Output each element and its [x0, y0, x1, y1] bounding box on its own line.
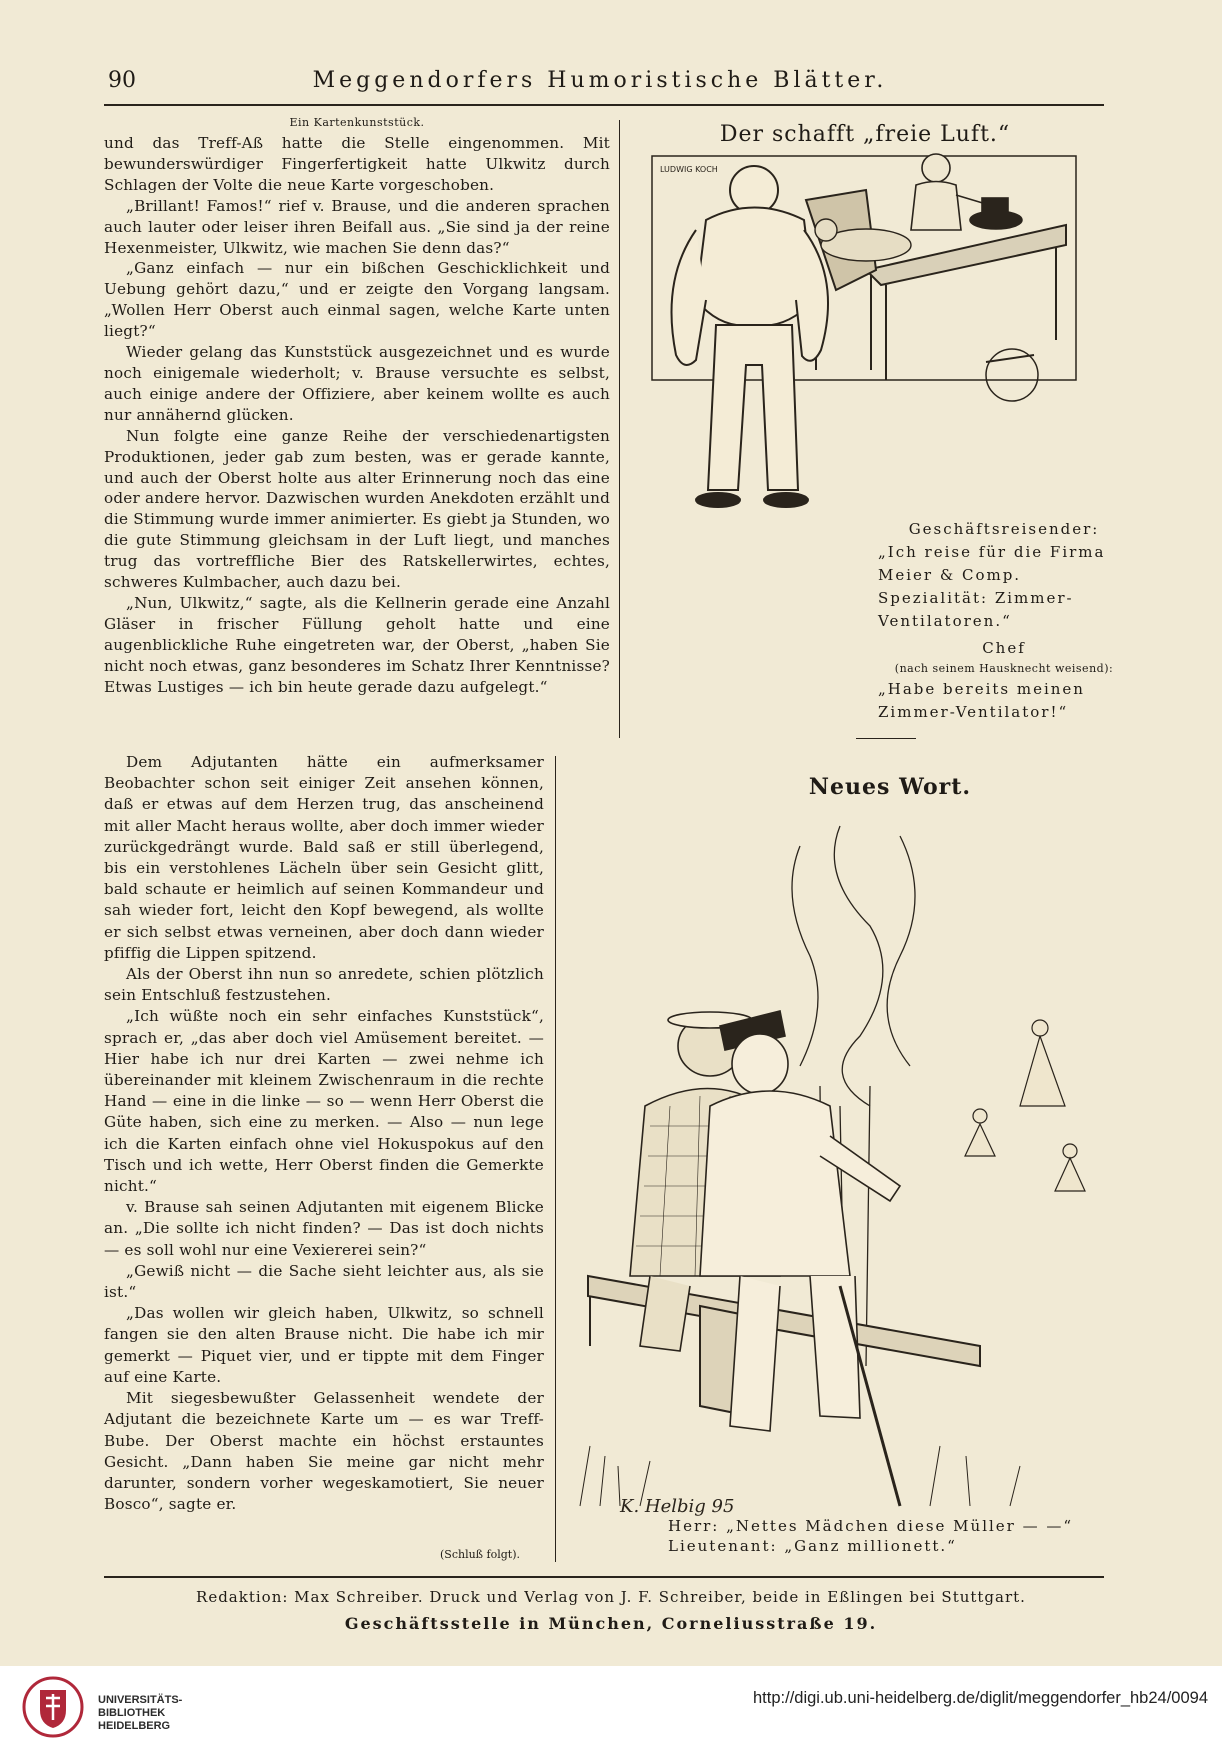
cartoon2-line1: Herr: „Nettes Mädchen diese Müller — —“ — [668, 1517, 1074, 1535]
cartoon1-caption — [878, 518, 1130, 724]
library-footer — [0, 1666, 1222, 1749]
page-number: 90 — [108, 68, 136, 93]
section-separator — [856, 738, 916, 739]
story-paragraph: Mit siegesbewußter Gelassenheit wendete der Adjutant die bezeichnete Karte um — es war Treff-Bube. Der Oberst machte ein höchst erstauntes Gesicht. „Dann haben Sie meine gar nicht mehr darunter, sondern vorher wegeskamotiert, Sie neuer Bosco“, sagte er. — [104, 1389, 544, 1514]
story-heading: Ein Kartenkunststück. — [289, 116, 425, 129]
header-rule — [104, 104, 1104, 106]
story-paragraph: „Ganz einfach — nur ein bißchen Geschicklichkeit und Uebung gehört dazu,“ und er zeigte den Vorgang langsam. „Wollen Herr Oberst auch einmal sagen, welche Karte unten liegt?“ — [104, 259, 610, 341]
story-paragraph: „Nun, Ulkwitz,“ sagte, als die Kellnerin gerade eine Anzahl Gläser in frischer Füllung geholt hatte und eine augenblickliche Ruhe eingetreten war, der Oberst, „haben Sie nicht noch etwas, ganz besonderes im Schatz Ihrer Kenntnisse? Etwas Lustiges — ich bin heute gerade dazu aufgelegt.“ — [104, 593, 610, 696]
cartoon1-line1: „Ich reise für die Firma Meier & Comp. Spezialität: Zimmer-Ventilatoren.“ — [878, 543, 1106, 630]
library-name — [98, 1694, 182, 1733]
story-column — [104, 116, 610, 697]
story-column-narrow — [104, 752, 544, 1515]
cartoon1-speaker1: Geschäftsreisender: — [908, 520, 1100, 538]
cartoon2-caption — [668, 1516, 1108, 1556]
heidelberg-library-logo — [22, 1676, 84, 1738]
story-paragraph: „Das wollen wir gleich haben, Ulkwitz, so schnell fangen sie den alten Brause nicht. Die habe ich mir gemerkt — Piquet vier, und er tippte mit dem Finger auf eine Karte. — [104, 1304, 544, 1386]
story-paragraph: Wieder gelang das Kunststück ausgezeichnet und es wurde noch einigemale wiederholt; v. Brause versuchte es selbst, auch einige andere der Offiziere, aber keinem wollte es auch nur annähernd glücken. — [104, 343, 610, 424]
cartoon1-illustration — [636, 150, 1096, 520]
story-paragraph: Dem Adjutanten hätte ein aufmerksamer Beobachter schon seit einiger Zeit ansehen können, daß er etwas auf dem Herzen trug, das anscheinend mit aller Macht heraus wollte, aber doch immer wieder zurückgedrängt wurde. Bald saß er still überlegend, bis ein verstohlenes Lächeln über sein Gesicht glitt, bald schaute er heimlich auf seinen Kommandeur und sah wieder fort, leicht den Kopf bewegend, als wollte er sich selbst etwas verneinen, aber doch dann wieder pfiffig die Lippen spitzend. — [104, 753, 544, 962]
running-title: Meggendorfers Humoristische Blätter. — [312, 68, 888, 93]
story-paragraph: „Gewiß nicht — die Sache sieht leichter aus, als sie ist.“ — [104, 1261, 544, 1302]
column-divider-lower — [555, 756, 556, 1562]
cartoon1-note: (nach seinem Hausknecht weisend): — [894, 662, 1114, 675]
continued-note: (Schluß folgt). — [440, 1548, 520, 1561]
cartoon1-signature: LUDWIG KOCH — [660, 165, 718, 174]
cartoon2-title: Neues Wort. — [808, 774, 972, 800]
story-paragraph: und das Treff-Aß hatte die Stelle eingenommen. Mit bewunderswürdiger Fingerfertigkeit hatte Ulkwitz durch Schlagen der Volte die neue Karte vorgeschoben. — [104, 134, 610, 194]
cartoon1-line2: „Habe bereits meinen Zimmer-Ventilator!“ — [878, 680, 1085, 721]
library-name-line2: BIBLIOTHEK — [98, 1707, 166, 1719]
column-divider — [619, 120, 620, 738]
story-paragraph: Als der Oberst ihn nun so anredete, schien plötzlich sein Entschluß festzustehen. — [104, 965, 544, 1005]
cartoon2-line2: Lieutenant: „Ganz millionett.“ — [668, 1537, 957, 1555]
cartoon2-signature: K. Helbig 95 — [620, 1496, 735, 1517]
story-paragraph: Nun folgte eine ganze Reihe der verschiedenartigsten Produktionen, jeder gab zum besten, was er gerade kannte, und auch der Oberst holte aus alter Erinnerung noch das eine oder andere hervor. Dazwischen wurden Anekdoten erzählt und die Stimmung wurde immer animierter. Es giebt ja Stunden, wo die gute Stimmung gleichsam in der Luft liegt, und manches trug das vortreffliche Bier des Ratskellerwirtes, echtes, schweres Kulmbacher, auch dazu bei. — [104, 426, 610, 592]
imprint-line2: Geschäftsstelle in München, Corneliusstraße 19. — [344, 1614, 878, 1633]
imprint-line1: Redaktion: Max Schreiber. Druck und Verlag von J. F. Schreiber, beide in Eßlingen bei Stuttgart. — [196, 1588, 1026, 1606]
page-header — [100, 66, 1100, 102]
library-name-line1: UNIVERSITÄTS- — [98, 1694, 183, 1706]
story-paragraph: „Ich wüßte noch ein sehr einfaches Kunststück“, sprach er, „das aber doch viel Amüsement bereitet. — Hier habe ich nur drei Karten — zwei nehme ich übereinander mit kleinem Zwischenraum in die rechte Hand — eine in die linke — so — wenn Herr Oberst die Güte haben, sich eine zu merken. — Also — nun lege ich die Karten einfach ohne viel Hokuspokus auf den Tisch und ich wette, Herr Oberst finden die Gemerkte nicht.“ — [104, 1007, 544, 1196]
imprint-rule — [104, 1576, 1104, 1578]
library-name-line3: HEIDELBERG — [98, 1720, 171, 1732]
source-url-link[interactable]: http://digi.ub.uni-heidelberg.de/diglit/meggendorfer_hb24/0094 — [753, 1689, 1208, 1707]
cartoon1-title: Der schafft „freie Luft.“ — [719, 122, 1011, 147]
story-paragraph: „Brillant! Famos!“ rief v. Brause, und die anderen sprachen auch lauter oder leiser ihren Beifall aus. „Sie sind ja der reine Hexenmeister, Ulkwitz, wie machen Sie denn das?“ — [104, 196, 610, 257]
cartoon2-illustration — [570, 806, 1100, 1526]
story-paragraph: v. Brause sah seinen Adjutanten mit eigenem Blicke an. „Die sollte ich nicht finden? — Das ist doch nichts — es soll wohl nur eine Vexiererei sein?“ — [104, 1198, 544, 1259]
cartoon1-speaker2: Chef — [982, 639, 1026, 657]
